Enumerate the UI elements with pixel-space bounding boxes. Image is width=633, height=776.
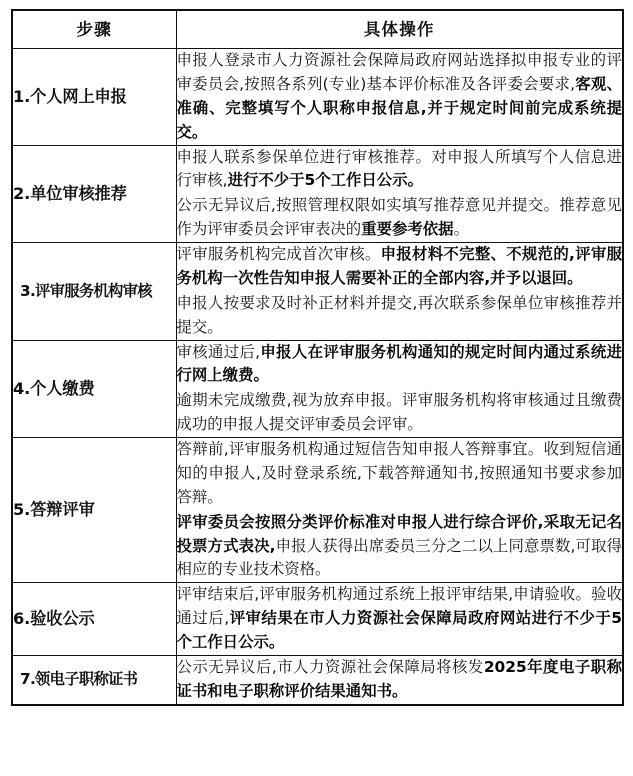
step-detail-cell [176,145,623,243]
table-row [12,655,623,704]
body-text: 公示无异议后,按照管理权限如实填写推荐意见并提交。推荐意见作为评审委员会评审表决的 [176,196,622,239]
body-text: 评审服务机构完成首次审核。 [176,245,381,263]
detail-paragraph [177,292,623,340]
table-row [12,340,623,438]
detail-paragraph [177,511,623,583]
body-text: 申报人联系参保单位进行审核推荐。对申报人所填写个人信息进行审核, [176,147,622,190]
step-detail-cell [176,49,623,146]
emphasized-text: 评审委员会按照分类评价标准对申报人进行综合评价,采取无记名投票方式表决, [176,512,622,555]
body-text: 申报人获得出席委员三分之二以上同意票数,可取得相应的专业技术资格。 [176,536,622,579]
detail-paragraph [177,583,623,655]
emphasized-text: 进行不少于5个工作日公示。 [227,171,423,190]
step-detail-cell [176,655,623,704]
table-row [12,438,623,583]
column-header-detail: 具体操作 [176,10,623,49]
process-table [11,9,624,706]
table-row [12,583,623,656]
detail-paragraph [177,146,623,194]
emphasized-text: 申报材料不完整、不规范的,评审服务机构一次性告知申报人需要补正的全部内容,并予以退回。 [176,245,622,287]
step-label-cell: 3.评审服务机构审核 [12,243,176,341]
table-header [12,10,623,49]
table-row [12,145,623,243]
detail-paragraph [177,243,623,291]
emphasized-text: 2025年度电子职称证书和电子职称评价结果通知书。 [176,657,622,700]
step-label-cell: 4.个人缴费 [12,340,176,438]
step-label-cell: 1.个人网上申报 [12,49,176,146]
detail-paragraph [177,389,623,437]
detail-paragraph [177,656,623,704]
body-text: 审核通过后, [176,342,261,361]
step-detail-cell [176,340,623,438]
step-label-cell: 7.领电子职称证书 [12,655,176,704]
emphasized-text: 申报人在评审服务机构通知的规定时间内通过系统进行网上缴费。 [176,342,622,385]
step-label-cell: 2.单位审核推荐 [12,145,176,243]
detail-paragraph [177,438,623,510]
body-text: 申报人登录市人力资源社会保障局政府网站选择拟申报专业的评审委员会,按照各系列(专业)基本评价标准及各评委会要求, [176,51,622,93]
detail-paragraph [177,49,623,145]
step-detail-cell [176,243,623,341]
body-text: 申报人按要求及时补正材料并提交,再次联系参保单位审核推荐并提交。 [176,293,622,336]
body-text: 逾期未完成缴费,视为放弃申报。评审服务机构将审核通过且缴费成功的申报人提交评审委员会评审。 [176,391,622,434]
table-row [12,243,623,341]
body-text: 答辩前,评审服务机构通过短信告知申报人答辩事宜。收到短信通知的申报人,及时登录系统,下载答辩通知书,按照通知书要求参加答辩。 [176,440,622,506]
body-text: 。 [453,220,469,239]
emphasized-text: 评审结果在市人力资源社会保障局政府网站进行不少于5个工作日公示。 [176,609,622,651]
emphasized-text: 重要参考依据 [361,220,454,239]
step-label-cell: 5.答辩评审 [12,438,176,583]
table-header-row [12,10,623,49]
column-header-step: 步骤 [12,10,176,49]
body-text: 评审结束后,评审服务机构通过系统上报评审结果,申请验收。验收通过后, [176,585,622,628]
detail-paragraph [177,194,623,242]
emphasized-text: 客观、准确、完整填写个人职称申报信息,并于规定时间前完成系统提交。 [176,74,622,141]
step-label-cell: 6.验收公示 [12,583,176,656]
step-detail-cell [176,438,623,583]
detail-paragraph [177,341,623,389]
body-text: 公示无异议后,市人力资源社会保障局将核发 [176,657,484,676]
table-body [12,49,623,705]
table-row [12,49,623,146]
step-detail-cell [176,583,623,656]
